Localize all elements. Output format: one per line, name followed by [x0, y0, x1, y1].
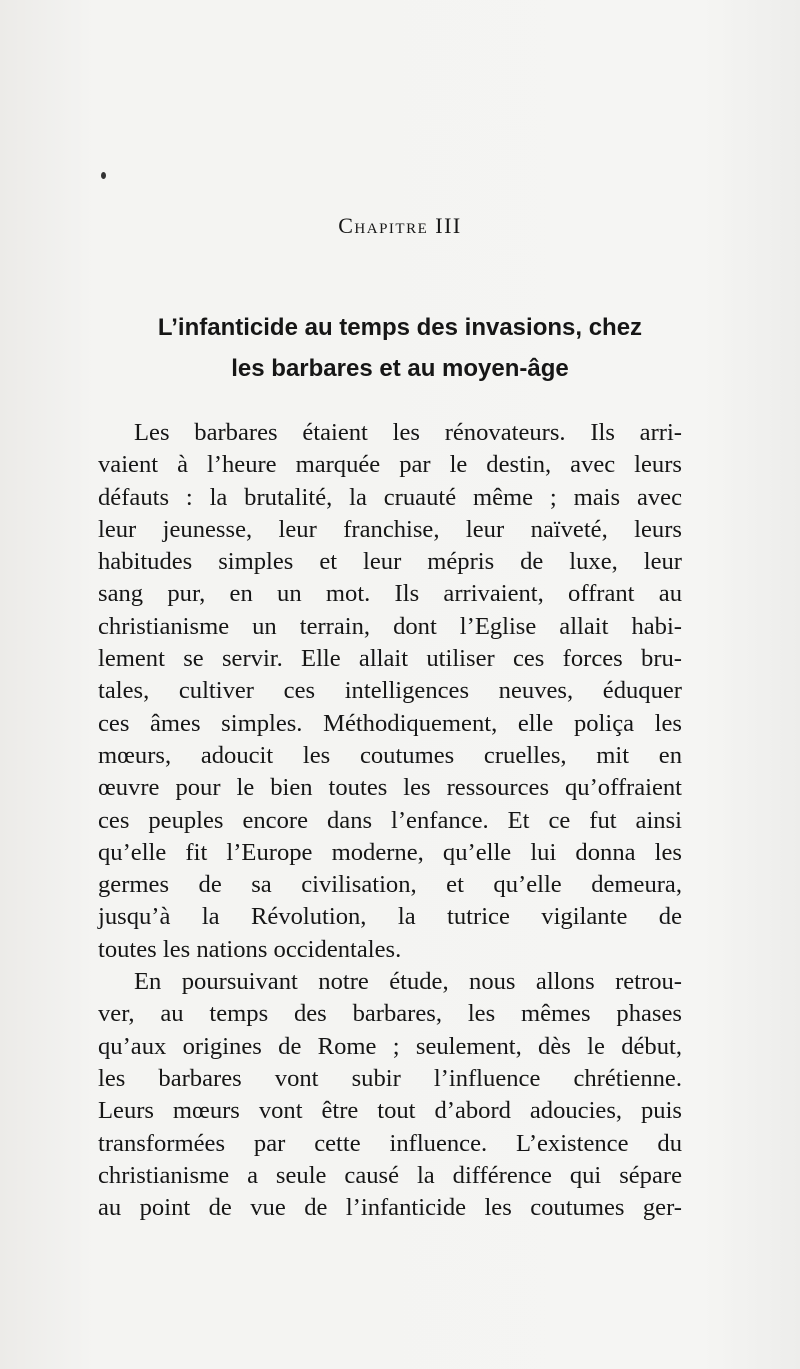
text-line: christianisme un terrain, dont l’Eglise allait habi- [98, 612, 682, 640]
text-line: qu’elle fit l’Europe moderne, qu’elle lui donna les [98, 838, 682, 866]
text-line: ces âmes simples. Méthodiquement, elle poliça les [98, 709, 682, 737]
text-line: lement se servir. Elle allait utiliser ces forces bru- [98, 645, 682, 673]
text-line: vaient à l’heure marquée par le destin, avec leurs [98, 451, 682, 479]
paragraph [98, 966, 682, 1224]
body-text [98, 417, 682, 1224]
chapter-title [100, 307, 700, 389]
paragraph [98, 417, 682, 966]
text-line: christianisme a seule causé la différence qui sépare [98, 1161, 682, 1189]
text-line: mœurs, adoucit les coutumes cruelles, mit en [98, 741, 682, 769]
chapter-heading: Chapitre III [338, 213, 462, 238]
text-line: au point de vue de l’infanticide les coutumes ger- [98, 1194, 682, 1222]
text-line: les barbares vont subir l’influence chrétienne. [98, 1064, 682, 1092]
text-line: œuvre pour le bien toutes les ressources qu’offraient [98, 774, 682, 802]
text-line: qu’aux origines de Rome ; seulement, dès le début, [98, 1032, 682, 1060]
text-line: ces peuples encore dans l’enfance. Et ce fut ainsi [98, 806, 682, 834]
chapter-title-line: L’infanticide au temps des invasions, chez [157, 314, 643, 341]
text-line: sang pur, en un mot. Ils arrivaient, offrant au [98, 580, 682, 608]
text-line: Leurs mœurs vont être tout d’abord adoucies, puis [98, 1097, 682, 1125]
text-line: habitudes simples et leur mépris de luxe, leur [98, 548, 682, 576]
text-line: germes de sa civilisation, et qu’elle demeura, [98, 871, 682, 899]
text-line: Les barbares étaient les rénovateurs. Ils arri- [134, 419, 682, 446]
ink-speck [101, 172, 106, 179]
text-line: En poursuivant notre étude, nous allons retrou- [134, 968, 682, 996]
text-line: jusqu’à la Révolution, la tutrice vigilante de [98, 903, 682, 931]
text-line: transformées par cette influence. L’existence du [98, 1129, 682, 1157]
text-line: défauts : la brutalité, la cruauté même ; mais avec [98, 483, 682, 511]
chapter-title-line: les barbares et au moyen-âge [231, 355, 569, 382]
text-line: tales, cultiver ces intelligences neuves, éduquer [98, 677, 682, 705]
text-line: toutes les nations occidentales. [98, 935, 402, 963]
text-line: leur jeunesse, leur franchise, leur naïveté, leurs [98, 515, 682, 543]
text-line: ver, au temps des barbares, les mêmes phases [98, 1000, 682, 1028]
